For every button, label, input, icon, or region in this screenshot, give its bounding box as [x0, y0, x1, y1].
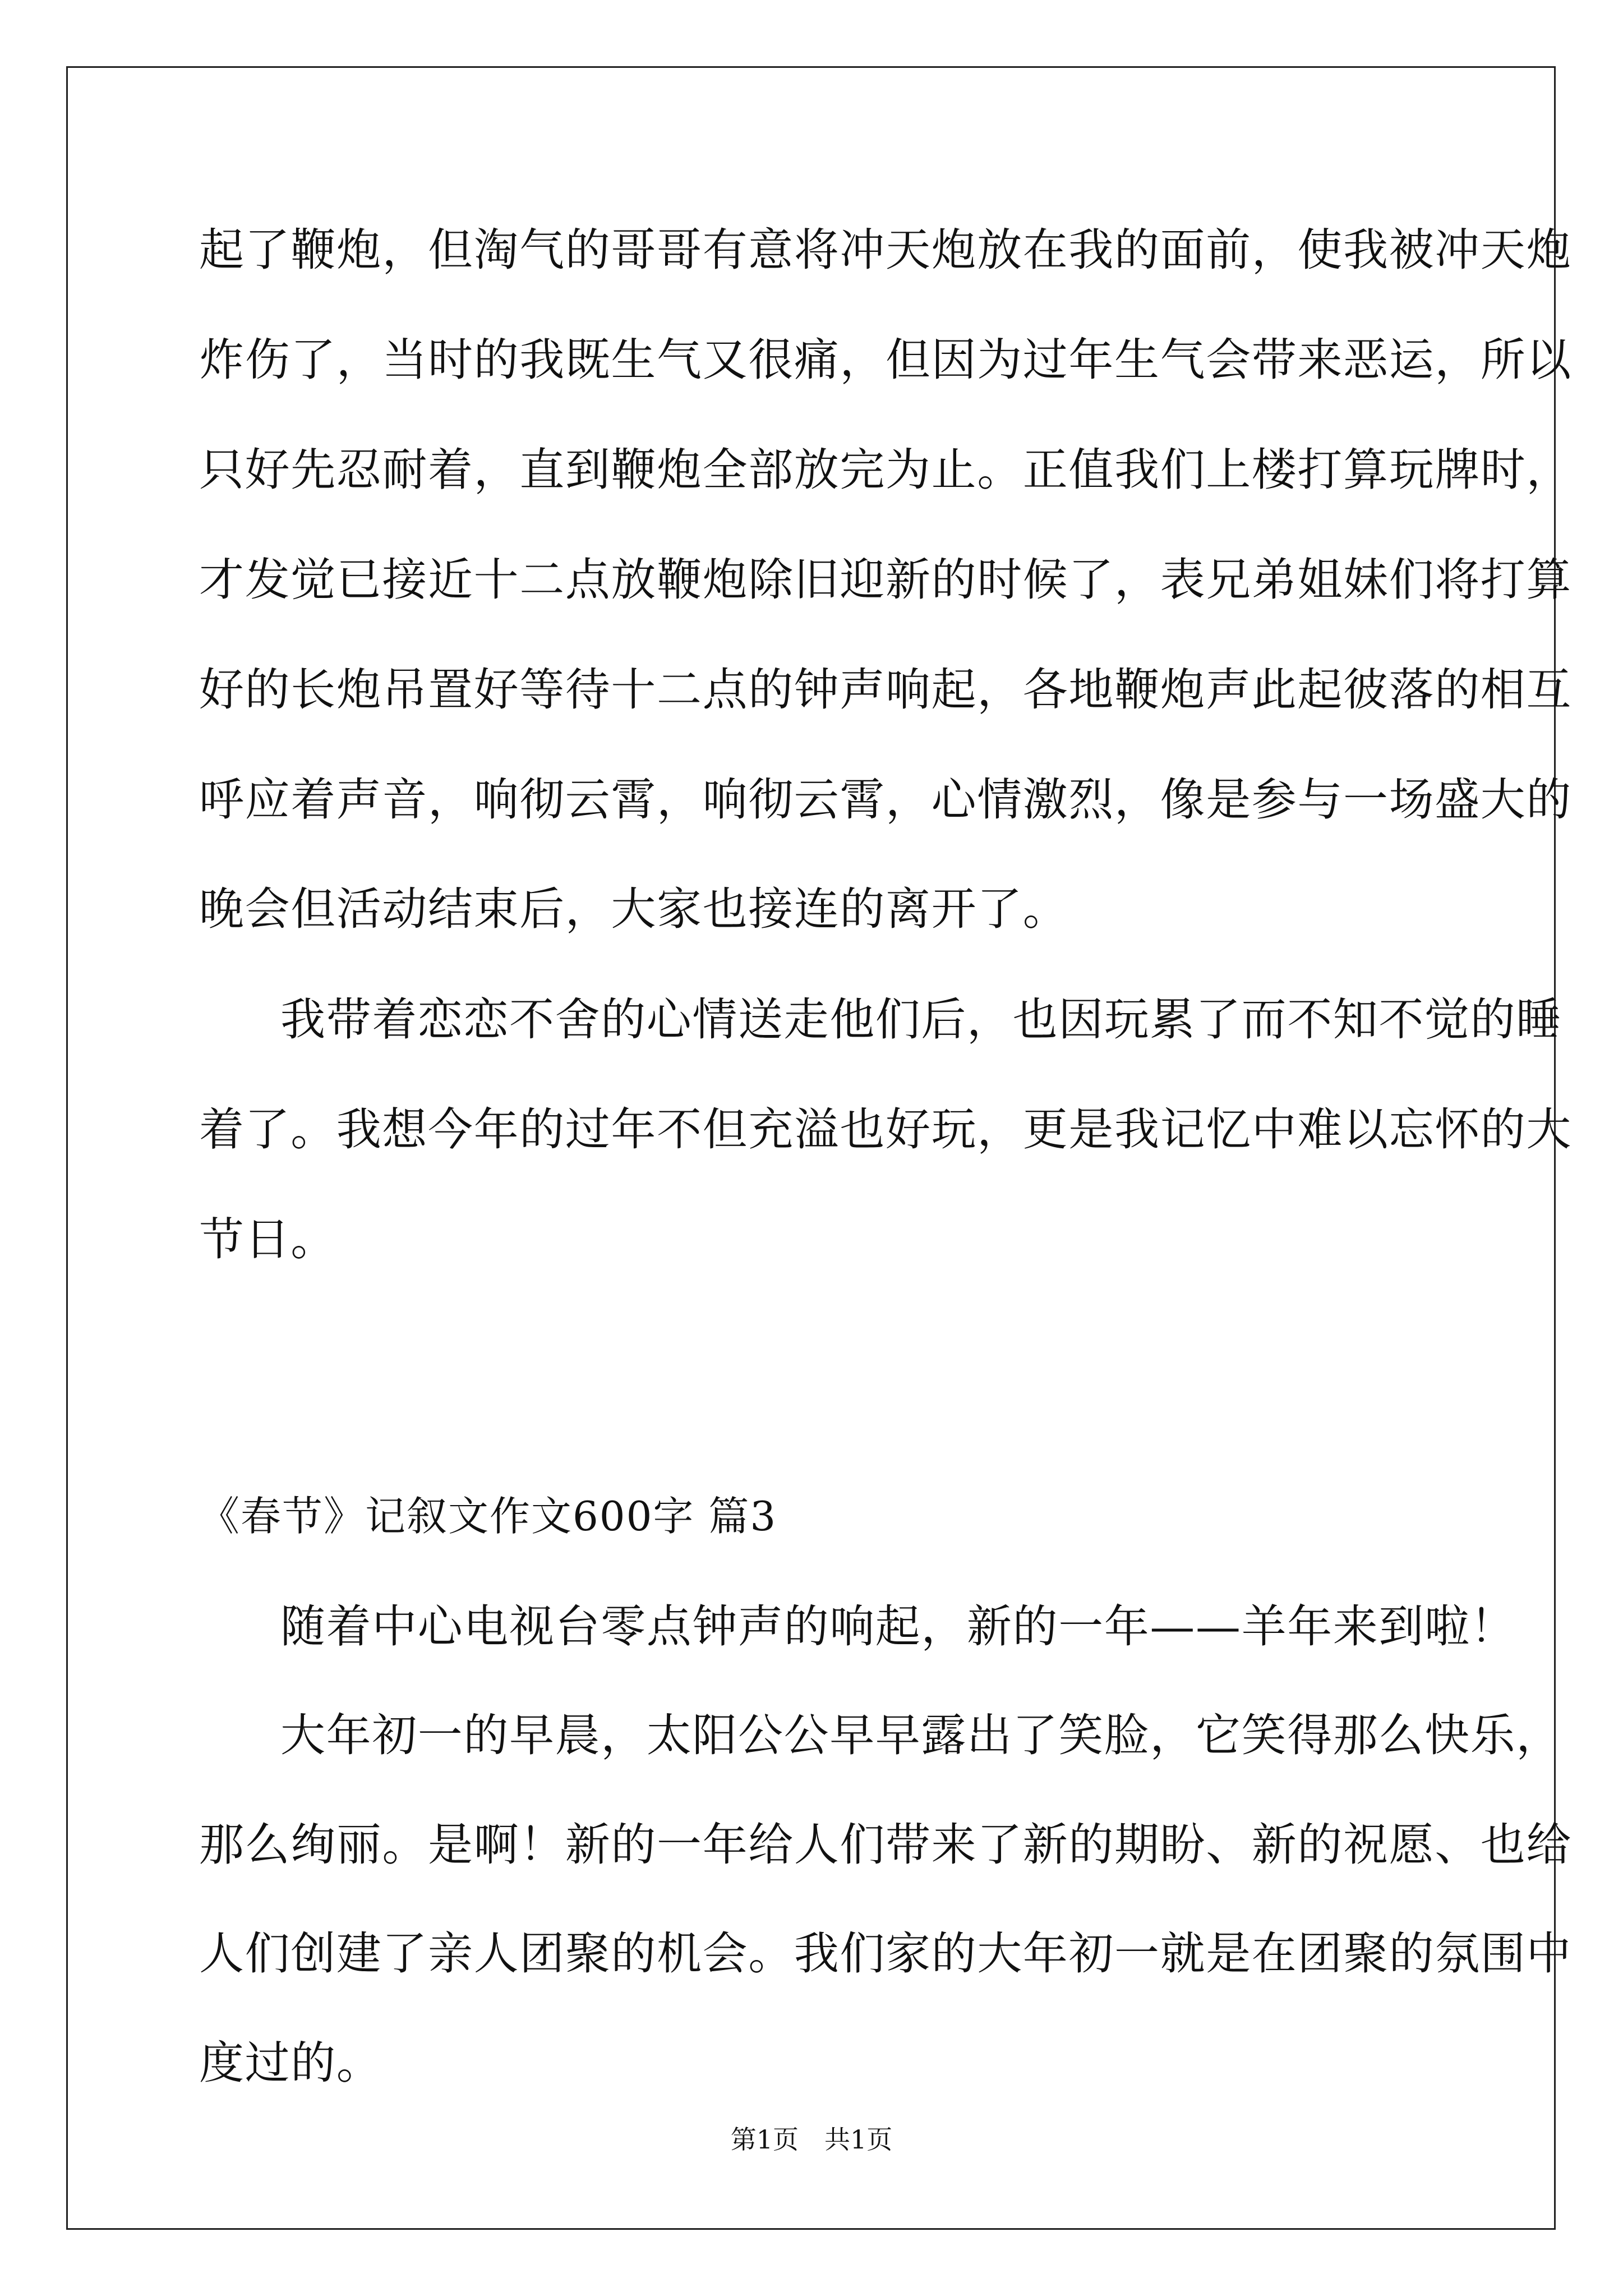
- text-line: 才发觉已接近十二点放鞭炮除旧迎新的时候了，表兄弟姐妹们将打算: [199, 554, 1572, 606]
- text-line: 只好先忍耐着，直到鞭炮全部放完为止。正值我们上楼打算玩牌时，: [199, 444, 1572, 496]
- paragraph-first-line: 大年初一的早晨，太阳公公早早露出了笑脸，它笑得那么快乐，: [280, 1709, 1562, 1761]
- page-number-footer: 第1页 共1页: [730, 2124, 893, 2155]
- paragraph-first-line: 我带着恋恋不舍的心情送走他们后，也因玩累了而不知不觉的睡: [280, 993, 1562, 1046]
- text-line: 着了。我想今年的过年不但充溢也好玩，更是我记忆中难以忘怀的大: [199, 1103, 1572, 1156]
- text-line: 呼应着声音，响彻云霄，响彻云霄，心情激烈，像是参与一场盛大的: [199, 774, 1572, 826]
- text-line: 炸伤了，当时的我既生气又很痛，但因为过年生气会带来恶运，所以: [199, 334, 1572, 386]
- text-line: 节日。: [199, 1213, 336, 1266]
- section-heading: 《春节》记叙文作文600字 篇3: [199, 1493, 777, 1540]
- text-line: 人们创建了亲人团聚的机会。我们家的大年初一就是在团聚的氛围中: [199, 1927, 1572, 1980]
- text-line: 那么绚丽。是啊！新的一年给人们带来了新的期盼、新的祝愿、也给: [199, 1819, 1572, 1871]
- text-line: 起了鞭炮，但淘气的哥哥有意将冲天炮放在我的面前，使我被冲天炮: [199, 224, 1572, 276]
- text-line: 晚会但活动结束后，大家也接连的离开了。: [199, 883, 1069, 935]
- paragraph-first-line: 随着中心电视台零点钟声的响起，新的一年——羊年来到啦！: [280, 1600, 1516, 1653]
- text-line: 好的长炮吊置好等待十二点的钟声响起，各地鞭炮声此起彼落的相互: [199, 664, 1572, 716]
- text-line: 度过的。: [199, 2037, 382, 2089]
